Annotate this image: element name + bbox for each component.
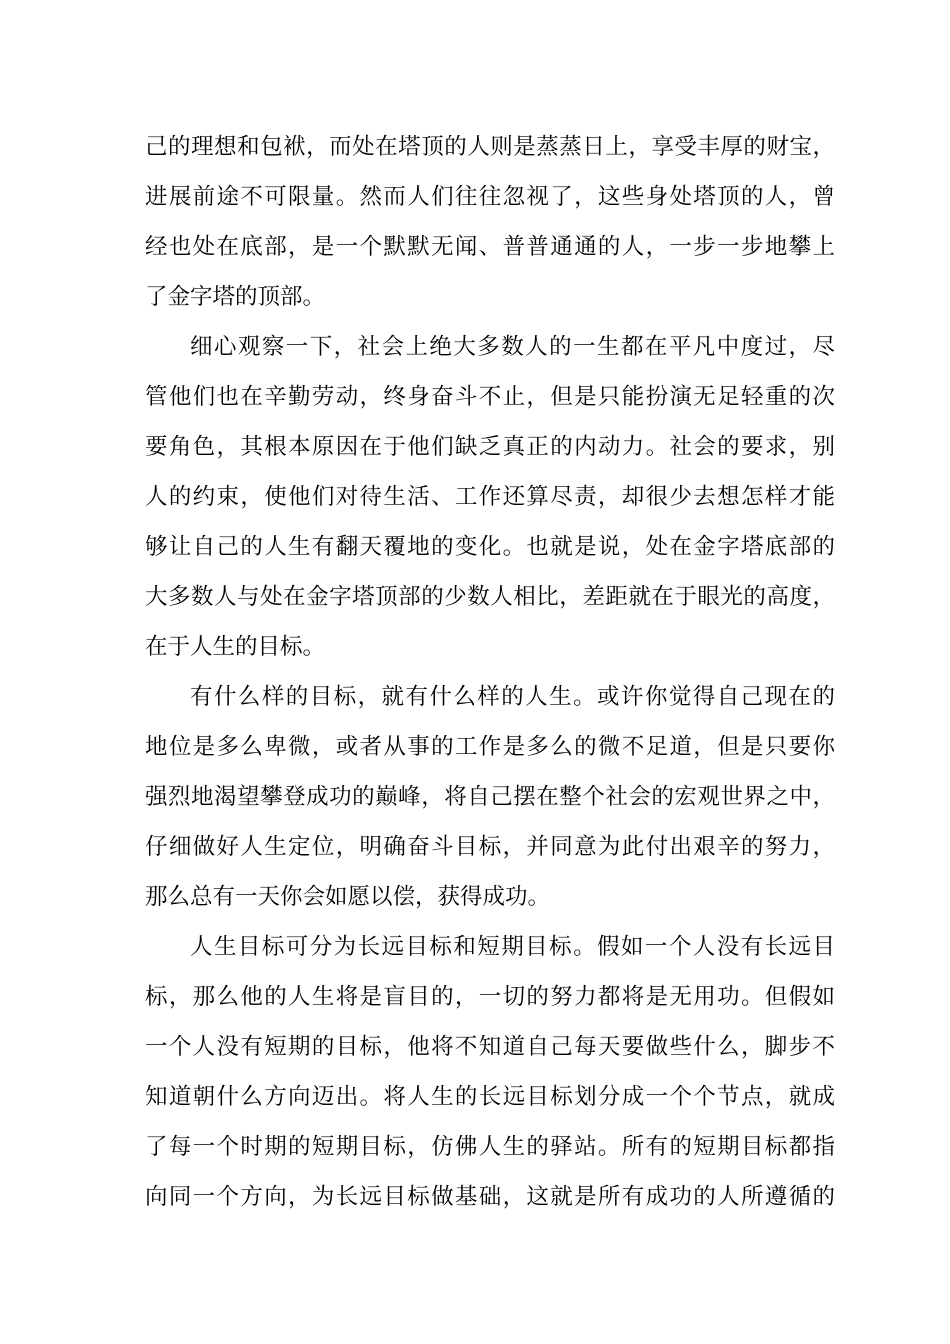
text-line: 要角色，其根本原因在于他们缺乏真正的内动力。社会的要求，别 xyxy=(145,434,835,460)
text-line: 大多数人与处在金字塔顶部的少数人相比，差距就在于眼光的高度， xyxy=(145,584,835,610)
text-line: 标，那么他的人生将是盲目的，一切的努力都将是无用功。但假如 xyxy=(145,984,835,1010)
text-line: 人生目标可分为长远目标和短期目标。假如一个人没有长远目 xyxy=(190,934,835,960)
text-line: 经也处在底部，是一个默默无闻、普普通通的人，一步一步地攀上 xyxy=(145,234,835,260)
text-line: 人的约束，使他们对待生活、工作还算尽责，却很少去想怎样才能 xyxy=(145,484,835,510)
text-line: 那么总有一天你会如愿以偿，获得成功。 xyxy=(145,884,551,910)
text-line: 进展前途不可限量。然而人们往往忽视了，这些身处塔顶的人，曾 xyxy=(145,184,835,210)
text-line: 地位是多么卑微，或者从事的工作是多么的微不足道，但是只要你 xyxy=(145,734,835,760)
text-line: 知道朝什么方向迈出。将人生的长远目标划分成一个个节点，就成 xyxy=(145,1084,835,1110)
text-line: 够让自己的人生有翻天覆地的变化。也就是说，处在金字塔底部的 xyxy=(145,534,835,560)
text-line: 了每一个时期的短期目标，仿佛人生的驿站。所有的短期目标都指 xyxy=(145,1134,835,1160)
text-line: 细心观察一下，社会上绝大多数人的一生都在平凡中度过，尽 xyxy=(190,334,835,360)
text-line: 在于人生的目标。 xyxy=(145,634,326,660)
text-line: 了金字塔的顶部。 xyxy=(145,284,326,310)
text-line: 仔细做好人生定位，明确奋斗目标，并同意为此付出艰辛的努力， xyxy=(145,834,835,860)
text-line: 有什么样的目标，就有什么样的人生。或许你觉得自己现在的 xyxy=(190,684,835,710)
body-text xyxy=(145,122,835,1222)
text-line: 己的理想和包袱，而处在塔顶的人则是蒸蒸日上，享受丰厚的财宝， xyxy=(145,134,835,160)
text-line: 强烈地渴望攀登成功的巅峰，将自己摆在整个社会的宏观世界之中， xyxy=(145,784,835,810)
text-line: 向同一个方向，为长远目标做基础，这就是所有成功的人所遵循的 xyxy=(145,1184,835,1210)
text-line: 管他们也在辛勤劳动，终身奋斗不止，但是只能扮演无足轻重的次 xyxy=(145,384,835,410)
text-line: 一个人没有短期的目标，他将不知道自己每天要做些什么，脚步不 xyxy=(145,1034,835,1060)
